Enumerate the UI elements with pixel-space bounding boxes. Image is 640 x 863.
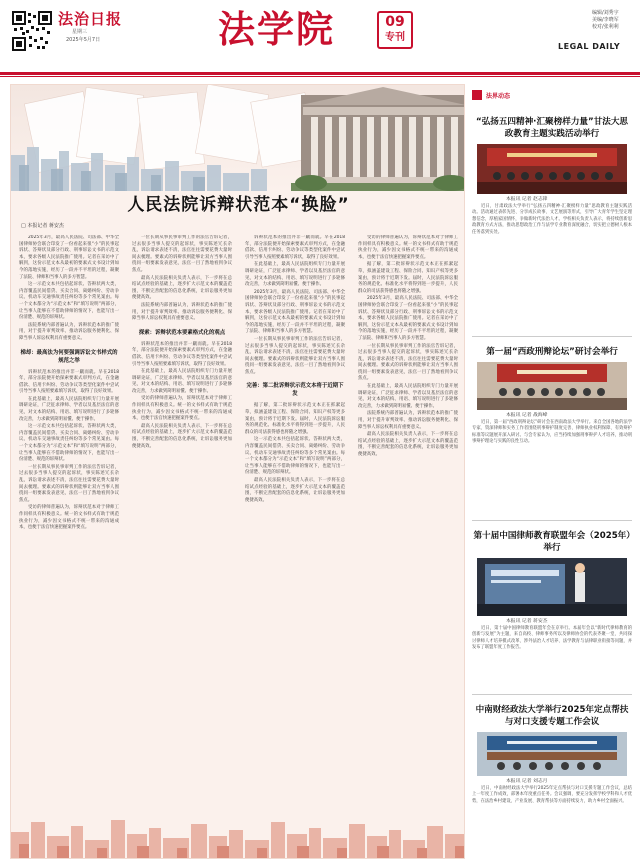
paragraph: 最高人民法院相关负责人表示，下一步将在总结试点经验的基础上，逐步扩大示范文本的覆盖范围，不断完善配套的信息化系统，让诉讼服务更加便捷高效。 — [245, 478, 345, 503]
event-photo — [477, 732, 627, 776]
news-item — [472, 346, 632, 446]
divider — [472, 336, 632, 337]
divider — [472, 520, 632, 521]
news-title: 第一届“西政刑辩论坛”研讨会举行 — [486, 347, 618, 357]
paragraph: 法院系统内部普遍认为，诉辩状范本的推广使用，对于提升审判效率、推动诉讼服务便利化、保障当事人诉讼权利具有重要意义。 — [132, 302, 232, 322]
news-byline: 本报讯 记者 蒋安杰 — [506, 619, 548, 624]
article-column-1 — [19, 235, 119, 810]
paragraph: 据了解，第二批诉辩状示范文本正在抓紧起草，拟涵盖建设工程、保险合同、知识产权等更多案由，预计将于近期下发。届时，人民法院诉讼服务的规范化、标准化水平将得到进一步提升，人民群众的司法获得感也将随之增强。 — [245, 403, 345, 435]
news-title: “弘扬五四精神·汇聚榜样力量”甘法大思政教育主题实践活动举行 — [475, 117, 629, 139]
feature-body — [19, 235, 459, 810]
paragraph: 2025年3月，最高人民法院、司法部、中华全国律师协会联合印发了一份看起来很“小”的民事起诉状、答辩状及部分行政、刑事诉讼文书的示范文本，要求各级人民法院推广使用。记者在采访中了解到，这份示范文本从最初的要素式文书设计到如今的落地实施，经历了一段并不平坦的过程，凝聚了法院、律师和当事人的多方智慧。 — [19, 235, 119, 280]
paragraph: 法院系统内部普遍认为，诉辩状范本的推广使用，对于提升审判效率、推动诉讼服务便利化、保障当事人诉讼权利具有重要意义。 — [358, 411, 458, 430]
editor-credits — [592, 10, 619, 31]
news-item — [472, 530, 632, 652]
news-body — [472, 204, 632, 236]
credit-designer: 美编/李晓军 — [592, 17, 619, 23]
news-item — [472, 116, 632, 236]
city-skyline-footer — [11, 812, 465, 859]
section-title: 法学院 — [218, 8, 335, 51]
paper-date: 2025年5月7日 — [66, 37, 101, 43]
paragraph: 受访的律师普遍认为，诉辩状范本对于律师工作同样具有积极意义。统一的文书样式有助于规范执业行为，减少因文书格式不统一带来的沟通成本，也便于法官快速把握案件要点。 — [19, 505, 119, 531]
event-photo — [477, 558, 627, 616]
issue-label: 专刊 — [385, 32, 405, 43]
paragraph: 在此基础上，最高人民法院组织专门力量开展调研论证，广泛征求律师、学者以及基层法官的意见，对文本的结构、用语、填写说明进行了多轮修改完善，力求做到简明易懂、便于操作。 — [358, 384, 458, 409]
paragraph: 法院系统内部普遍认为，诉辩状范本的推广使用，对于提升审判效率、推动诉讼服务便利化、保障当事人诉讼权利具有重要意义。 — [19, 322, 119, 341]
article-column-2 — [132, 235, 232, 810]
legal-daily-wordmark: LEGAL DAILY — [558, 42, 621, 51]
paragraph: 受访的律师普遍认为，诉辩状范本对于律师工作同样具有积极意义。统一的文书样式有助于规范执业行为，减少因文书格式不统一带来的沟通成本，也便于法官快速把握案件要点。 — [358, 235, 458, 260]
paragraph: 最高人民法院相关负责人表示，下一步将在总结试点经验的基础上，逐步扩大示范文本的覆盖范围，不断完善配套的信息化系统，让诉讼服务更加便捷高效。 — [132, 423, 232, 449]
paragraph: 近日，第十届中国律师教育联盟年会在京举行。本届年会以“新时代律师教育的创新与发展”为主题，来自高校、律师事务所以及律师协会的代表齐聚一堂，共同探讨律师人才培养模式改革、涉外法治人才培养、法学教育与法律职业衔接等问题，并发布了联盟年度工作报告。 — [472, 626, 632, 651]
news-item — [472, 704, 632, 805]
paragraph: 一位长期从事民事审判工作的法官告诉记者，过去很多当事人提交的起诉状，事实陈述冗长杂乱，诉讼请求表述不清，法官往往需要花费大量时间去梳理。要素式的诉辩状则能够让双方当事人围绕同一组要素发表意见，法官一目了然地看到争议焦点。 — [358, 343, 458, 382]
paper-name: 法治日报 — [58, 10, 123, 28]
divider — [472, 694, 632, 695]
credit-proofreader: 校对/张利利 — [592, 24, 619, 30]
masthead — [0, 0, 640, 74]
paragraph: 最高人民法院相关负责人表示，下一步将在总结试点经验的基础上，逐步扩大示范文本的覆盖范围，不断完善配套的信息化系统，让诉讼服务更加便捷高效。 — [132, 275, 232, 301]
paragraph: 2025年3月，最高人民法院、司法部、中华全国律师协会联合印发了一份看起来很“小”的民事起诉状、答辩状及部分行政、刑事诉讼文书的示范文本，要求各级人民法院推广使用。记者在采访中了解到，这份示范文本从最初的要素式文书设计到如今的落地实施，经历了一段并不平坦的过程，凝聚了法院、律师和当事人的多方智慧。 — [358, 296, 458, 341]
paragraph: 受访的律师普遍认为，诉辩状范本对于律师工作同样具有积极意义。统一的文书样式有助于规范执业行为，减少因文书格式不统一带来的沟通成本，也便于法官快速把握案件要点。 — [132, 396, 232, 422]
paragraph: 这一示范文本共包括起诉状、答辩状两大类，内容覆盖民间借贷、买卖合同、离婚纠纷、劳动争议、机动车交通事故责任纠纷等多个常见案由。每一个文本都分为“示范文本”和“填写说明”两部分，让当事人能够在不借助律师的情况下，也能写出一份清楚、规范的诉辩状。 — [245, 437, 345, 476]
news-body — [472, 786, 632, 805]
news-title: 第十届中国律师教育联盟年会（2025年）举行 — [473, 531, 631, 553]
news-body — [472, 420, 632, 446]
paragraph: 这一示范文本共包括起诉状、答辩状两大类，内容覆盖民间借贷、买卖合同、离婚纠纷、劳动争议、机动车交通事故责任纠纷等多个常见案由。每一个文本都分为“示范文本”和“填写说明”两部分，让当事人能够在不借助律师的情况下，也能写出一份清楚、规范的诉辩状。 — [19, 424, 119, 463]
issue-badge — [377, 11, 413, 49]
subheading: 探索：诉辩状范本要素格式化的观点 — [138, 329, 226, 336]
news-title: 中南财经政法大学举行2025年定点帮扶与对口支援专题工作会议 — [475, 705, 629, 727]
event-photo — [477, 144, 627, 194]
issue-number: 09 — [385, 14, 405, 30]
news-byline: 本报讯 记者 赵志锋 — [506, 197, 548, 202]
paragraph: 一位长期从事民事审判工作的法官告诉记者，过去很多当事人提交的起诉状，事实陈述冗长杂乱，诉讼请求表述不清，法官往往需要花费大量时间去梳理。要素式的诉辩状则能够让双方当事人围绕同一组要素发表意见，法官一目了然地看到争议焦点。 — [19, 464, 119, 503]
paragraph: 一位长期从事民事审判工作的法官告诉记者，过去很多当事人提交的起诉状，事实陈述冗长杂乱，诉讼请求表述不清，法官往往需要花费大量时间去梳理。要素式的诉辩状则能够让双方当事人围绕同一组要素发表意见，法官一目了然地看到争议焦点。 — [245, 336, 345, 375]
paragraph: 近日，甘肃政法大学举行“弘扬五四精神·汇聚榜样力量”思政教育主题实践活动。活动通过表彰先进、分享成长故事、文艺展演等形式，引导广大青年学生坚定理想信念，厚植家国情怀，争做新时代法治人才。学校相关负责人表示，将持续创新思政教育方式方法，推动思想政治工作与法学专业教育深度融合，切实把立德树人根本任务落到实处。 — [472, 204, 632, 235]
masthead-rule-thin — [0, 76, 640, 77]
paragraph: 2025年3月，最高人民法院、司法部、中华全国律师协会联合印发了一份看起来很“小”的民事起诉状、答辩状及部分行政、刑事诉讼文书的示范文本，要求各级人民法院推广使用。记者在采访中了解到，这份示范文本从最初的要素式文书设计到如今的落地实施，经历了一段并不平坦的过程，凝聚了法院、律师和当事人的多方智慧。 — [245, 289, 345, 335]
flag-marker-icon — [472, 90, 482, 100]
paragraph: 诉辩状范本的推出并非一蹴而就。早在2018年，部分法院便开始探索要素式审判方式，在金融借款、信用卡纠纷、劳动争议等类型化案件中尝试引导当事人按照要素填写诉状，取得了良好效果。 — [245, 235, 345, 260]
paragraph: 在此基础上，最高人民法院组织专门力量开展调研论证，广泛征求律师、学者以及基层法官的意见，对文本的结构、用语、填写说明进行了多轮修改完善，力求做到简明易懂、便于操作。 — [245, 262, 345, 288]
sidebar-flag-label: 法界动态 — [486, 93, 511, 100]
news-sidebar — [472, 84, 632, 859]
paragraph: 一位长期从事民事审判工作的法官告诉记者，过去很多当事人提交的起诉状，事实陈述冗长杂乱，诉讼请求表述不清，法官往往需要花费大量时间去梳理。要素式的诉辩状则能够让双方当事人围绕同一组要素发表意见，法官一目了然地看到争议焦点。 — [132, 235, 232, 273]
sidebar-flag — [472, 90, 632, 102]
paragraph: 近日，第一届“西政刑辩论坛”研讨会在西南政法大学举行。来自全国各地的法学专家、资深律师和实务工作者围绕刑事辩护制度完善、律师执业权利保障、有效辩护标准等议题展开深入研讨。与会专家认为，应当持续加强刑事辩护人才培养，推动刑事辩护理论与实践的良性互动。 — [472, 420, 632, 445]
feature-headline: 人民法院诉辩状范本“换脸” — [127, 195, 350, 215]
paragraph: 最高人民法院相关负责人表示，下一步将在总结试点经验的基础上，逐步扩大示范文本的覆盖范围，不断完善配套的信息化系统，让诉讼服务更加便捷高效。 — [358, 432, 458, 457]
article-column-4 — [358, 235, 458, 810]
news-byline: 本报讯 记者 战海峰 — [506, 413, 548, 418]
paragraph: 在此基础上，最高人民法院组织专门力量开展调研论证，广泛征求律师、学者以及基层法官的意见，对文本的结构、用语、填写说明进行了多轮修改完善，力求做到简明易懂、便于操作。 — [19, 396, 119, 422]
paragraph: 诉辩状范本的推出并非一蹴而就。早在2018年，部分法院便开始探索要素式审判方式，在金融借款、信用卡纠纷、劳动争议等类型化案件中尝试引导当事人按照要素填写诉状，取得了良好效果。 — [132, 341, 232, 367]
event-photo — [477, 362, 627, 410]
subheading: 完善：第二批诉辩状示范文本将于近期下发 — [246, 383, 344, 398]
news-body — [472, 626, 632, 652]
court-building-banner — [11, 85, 465, 191]
credit-editor: 编辑/刘秀宇 — [592, 10, 619, 16]
paper-weekday: 星期三 — [72, 29, 88, 35]
masthead-rule — [0, 72, 640, 75]
paragraph: 据了解，第二批诉辩状示范文本正在抓紧起草，拟涵盖建设工程、保险合同、知识产权等更多案由，预计将于近期下发。届时，人民法院诉讼服务的规范化、标准化水平将得到进一步提升，人民群众的司法获得感也将随之增强。 — [358, 262, 458, 294]
qr-code-icon — [12, 11, 52, 51]
article-column-3 — [245, 235, 345, 810]
news-byline: 本报讯 记者 刘志月 — [506, 779, 548, 784]
feature-byline: □ 本报记者 蒋安杰 — [21, 223, 64, 229]
paragraph: 在此基础上，最高人民法院组织专门力量开展调研论证，广泛征求律师、学者以及基层法官的意见，对文本的结构、用语、填写说明进行了多轮修改完善，力求做到简明易懂、便于操作。 — [132, 369, 232, 394]
paragraph: 近日，中南财经政法大学举行2025年定点帮扶与对口支援专题工作会议，总结上一年度工作成效，部署本年度重点任务。会议强调，要充分发挥学校学科和人才优势，在法治乡村建设、产业发展、教育帮扶等方面持续发力，助力乡村全面振兴。 — [472, 786, 632, 804]
subheading: 梯却：最高法为何要强调诉讼文书样式的规范之举 — [20, 349, 118, 364]
feature-article — [10, 84, 465, 859]
paragraph: 这一示范文本共包括起诉状、答辩状两大类，内容覆盖民间借贷、买卖合同、离婚纠纷、劳动争议、机动车交通事故责任纠纷等多个常见案由。每一个文本都分为“示范文本”和“填写说明”两部分，让当事人能够在不借助律师的情况下，也能写出一份清楚、规范的诉辩状。 — [19, 282, 119, 321]
paragraph: 诉辩状范本的推出并非一蹴而就。早在2018年，部分法院便开始探索要素式审判方式，在金融借款、信用卡纠纷、劳动争议等类型化案件中尝试引导当事人按照要素填写诉状，取得了良好效果。 — [19, 369, 119, 395]
